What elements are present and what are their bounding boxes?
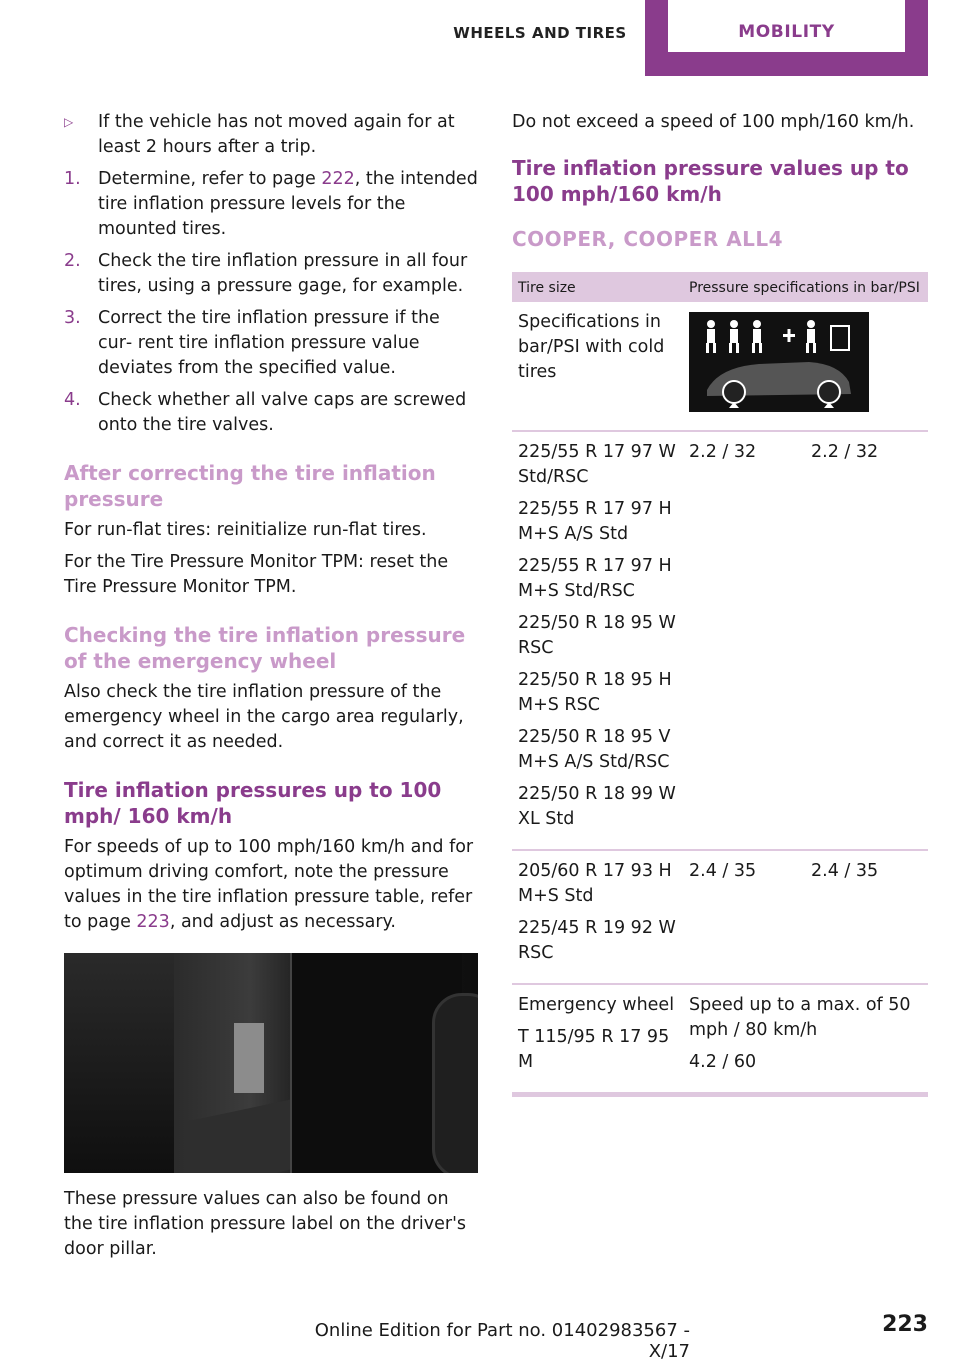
pressure-table: [512, 272, 928, 1097]
table-heading: Tire inflation pressure values up to 100 mph/160 km/h: [512, 156, 909, 206]
front-pressure: 2.4 / 35: [683, 850, 805, 984]
door-pillar-photo: [64, 953, 478, 1173]
tire-size-cell: [512, 431, 683, 850]
after-paragraph-1: For run-flat tires: reinitialize run-flat tires.: [64, 520, 427, 540]
step-text: Check whether all valve caps are screwed onto the tire valves.: [98, 390, 467, 435]
step-number: 1.: [64, 169, 81, 189]
bullet-item: [64, 110, 478, 160]
triangle-bullet-icon: ▷: [64, 115, 74, 129]
after-paragraph-2: For the Tire Pressure Monitor TPM: reset the Tire Pressure Monitor TPM.: [64, 552, 449, 597]
emergency-wheel-size: T 115/95 R 17 95 M: [518, 1027, 670, 1072]
page-link[interactable]: 223: [136, 912, 170, 932]
emergency-speed-limit: Speed up to a max. of 50 mph / 80 km/h: [689, 995, 911, 1040]
vehicle-load-icon: [689, 312, 869, 412]
page-link[interactable]: 222: [321, 169, 355, 189]
step-number: 4.: [64, 390, 81, 410]
step-1: [64, 167, 478, 242]
tire-size: 225/45 R 19 92 W RSC: [518, 918, 676, 963]
step-text-pre: Determine, refer to page: [98, 169, 322, 189]
emergency-wheel-heading: Checking the tire inflation pressure of the emergency wheel: [64, 623, 466, 673]
emergency-wheel-cell: [512, 984, 683, 1095]
step-text: Correct the tire inflation pressure if the cur‐ rent tire inflation pressure value deviates from the specified value.: [98, 308, 440, 378]
emergency-wheel-paragraph: Also check the tire inflation pressure of the emergency wheel in the cargo area regularly, and correct it as needed.: [64, 682, 464, 752]
tire-size: 225/55 R 17 97 W Std/RSC: [518, 442, 676, 487]
header-section-title: WHEELS AND TIRES: [453, 24, 627, 42]
tire-size: 225/55 R 17 97 H M+S A/S Std: [518, 499, 672, 544]
col-header-pressure: Pressure specifications in bar/PSI: [683, 272, 928, 302]
emergency-pressure-cell: [683, 984, 928, 1095]
spec-cell: Specifications in bar/PSI with cold tires: [512, 302, 683, 431]
seat-shape: [64, 953, 174, 1173]
header-tab-label: MOBILITY: [668, 0, 905, 52]
speed-paragraph: [64, 835, 478, 935]
tire-size: 225/55 R 17 97 H M+S Std/RSC: [518, 556, 672, 601]
right-column: [512, 110, 928, 1097]
step-3: [64, 306, 478, 381]
rear-pressure: 2.2 / 32: [805, 431, 928, 850]
speed-text-pre: For speeds of up to 100 mph/160 km/h and for optimum driving comfort, note the pressure values in the tire inflation pressure table, refer to page: [64, 837, 474, 932]
rear-pressure: 2.4 / 35: [805, 850, 928, 984]
speed-limit-text: Do not exceed a speed of 100 mph/160 km/h.: [512, 112, 915, 132]
load-pictogram-cell: [683, 302, 928, 431]
table-header-row: [512, 272, 928, 302]
tire-size: 225/50 R 18 99 W XL Std: [518, 784, 676, 829]
speed-text-post: , and adjust as necessary.: [169, 912, 396, 932]
left-column: [64, 110, 478, 1269]
tire-shape: [432, 993, 478, 1173]
step-4: [64, 388, 478, 438]
after-correcting-heading: After correcting the tire inflation pressure: [64, 461, 436, 511]
header-tab: [645, 0, 928, 76]
table-row: [512, 984, 928, 1095]
step-number: 2.: [64, 251, 81, 271]
tire-size: 225/50 R 18 95 H M+S RSC: [518, 670, 672, 715]
table-row: [512, 850, 928, 984]
bullet-text: If the vehicle has not moved again for at least 2 hours after a trip.: [98, 112, 455, 157]
model-heading: COOPER, COOPER ALL4: [512, 227, 784, 251]
photo-caption: These pressure values can also be found on the tire inflation pressure label on the driver's door pillar.: [64, 1189, 467, 1259]
tire-size: 205/60 R 17 93 H M+S Std: [518, 861, 672, 906]
page-number: 223: [882, 1312, 928, 1337]
footer-edition: Online Edition for Part no. 01402983567 - X/17: [314, 1320, 690, 1362]
emergency-wheel-name: Emergency wheel: [518, 995, 675, 1015]
tire-size-cell: [512, 850, 683, 984]
pressure-label-shape: [234, 1023, 264, 1093]
step-2: [64, 249, 478, 299]
tire-size: 225/50 R 18 95 V M+S A/S Std/RSC: [518, 727, 671, 772]
col-header-tire-size: Tire size: [512, 272, 683, 302]
step-number: 3.: [64, 308, 81, 328]
step-text: Check the tire inflation pressure in all four tires, using a pressure gage, for example.: [98, 251, 468, 296]
front-pressure: 2.2 / 32: [683, 431, 805, 850]
table-row: [512, 431, 928, 850]
tire-size: 225/50 R 18 95 W RSC: [518, 613, 676, 658]
table-row: [512, 302, 928, 431]
speed-heading: Tire inflation pressures up to 100 mph/ 160 km/h: [64, 778, 442, 828]
emergency-pressure: 4.2 / 60: [689, 1052, 757, 1072]
step-text-post: , the intended tire inflation pressure levels for the mounted tires.: [98, 169, 478, 239]
